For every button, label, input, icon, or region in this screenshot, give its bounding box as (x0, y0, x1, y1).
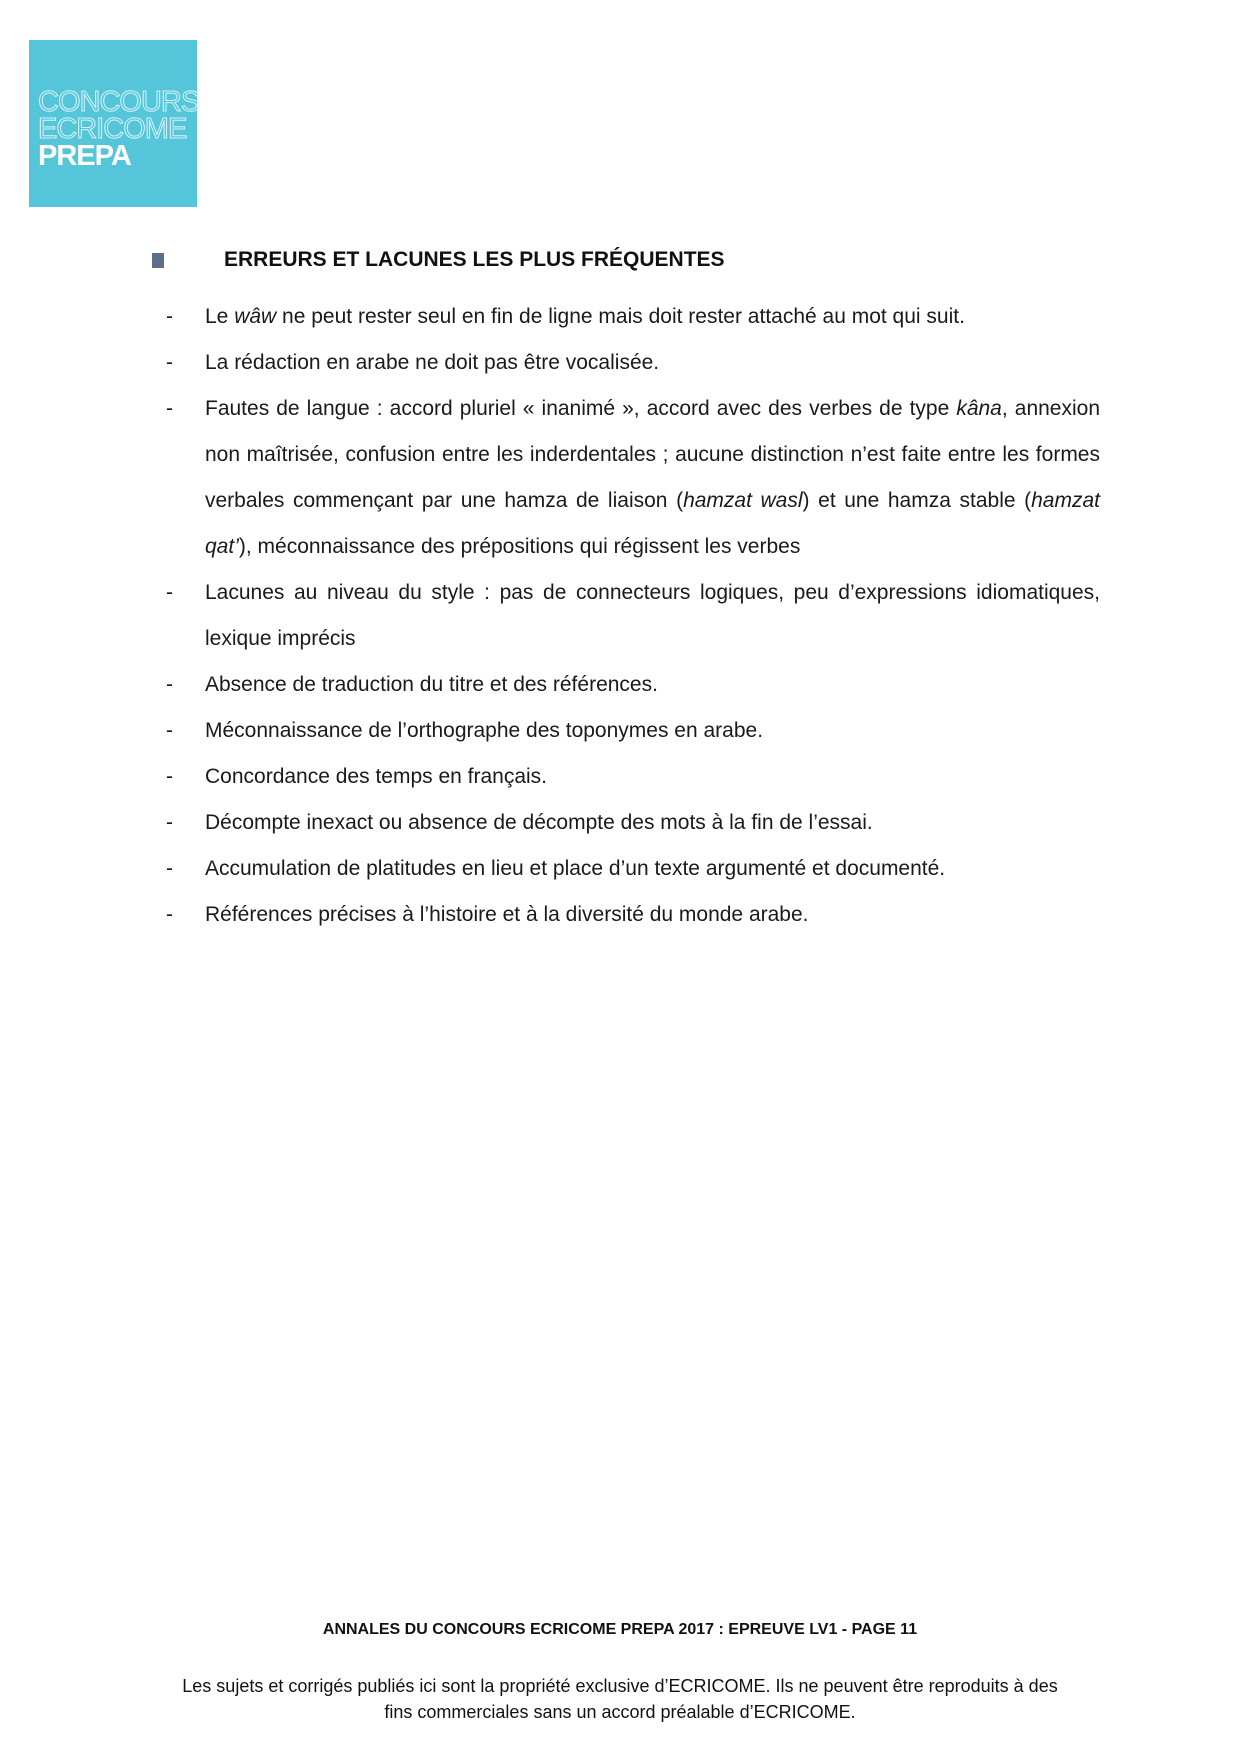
list-dash: - (166, 397, 173, 420)
list-item (166, 708, 1100, 754)
list-item (166, 340, 1100, 386)
list-item (166, 662, 1100, 708)
logo-line-prepa: PREPA (38, 140, 131, 172)
text-run: Accumulation de platitudes en lieu et place d’un texte argumenté et documenté. (205, 857, 946, 880)
text-run: Fautes de langue : accord pluriel « inanimé », accord avec des verbes de type (205, 397, 957, 420)
list-item-text (205, 570, 1100, 662)
logo-line-ecricome: ECRICOME (38, 113, 187, 145)
footer-legal-notice (150, 1673, 1090, 1725)
list-dash: - (166, 673, 173, 696)
list-item (166, 386, 1100, 570)
list-item-text (205, 754, 1100, 800)
text-run: Absence de traduction du titre et des références. (205, 673, 658, 696)
footer-legal-line-1: Les sujets et corrigés publiés ici sont la propriété exclusive d’ECRICOME. Ils ne peuvent être reproduits à des (182, 1676, 1058, 1696)
list-item (166, 800, 1100, 846)
text-run: Décompte inexact ou absence de décompte des mots à la fin de l’essai. (205, 811, 873, 834)
list-item-text (205, 340, 1100, 386)
list-item-text (205, 386, 1100, 570)
list-item-text (205, 294, 1100, 340)
text-run: Méconnaissance de l’orthographe des toponymes en arabe. (205, 719, 764, 742)
text-run: ne peut rester seul en fin de ligne mais doit rester attaché au mot qui suit. (276, 305, 965, 328)
list-dash: - (166, 903, 173, 926)
list-dash: - (166, 811, 173, 834)
section-title: ERREURS ET LACUNES LES PLUS FRÉQUENTES (224, 248, 725, 271)
text-run: , annexion non maîtrisée, confusion entre les inderdentales ; aucune distinction n’est faite entre les formes verbales commençant par une hamza de liaison ( (205, 397, 1100, 512)
list-item-text (205, 846, 1100, 892)
list-dash: - (166, 581, 173, 604)
list-dash: - (166, 305, 173, 328)
footer-legal-line-2: fins commerciales sans un accord préalable d’ECRICOME. (384, 1702, 856, 1722)
square-bullet-icon (152, 253, 164, 268)
list-dash: - (166, 719, 173, 742)
list-item-text (205, 892, 1100, 938)
list-item (166, 754, 1100, 800)
footer-reference: ANNALES DU CONCOURS ECRICOME PREPA 2017 : EPREUVE LV1 - PAGE 11 (322, 1621, 918, 1638)
text-run: Lacunes au niveau du style : pas de connecteurs logiques, peu d’expressions idiomatiques, lexique imprécis (205, 581, 1100, 650)
logo-line-concours: CONCOURS (38, 86, 200, 118)
italic-term: hamzat wasl (683, 489, 803, 512)
text-run: Le (205, 305, 235, 328)
list-item-text (205, 800, 1100, 846)
list-dash: - (166, 765, 173, 788)
section-heading (152, 248, 725, 272)
text-run: Références précises à l’histoire et à la diversité du monde arabe. (205, 903, 809, 926)
ecricome-logo (29, 40, 200, 207)
list-item-text (205, 708, 1100, 754)
list-item (166, 570, 1100, 662)
text-run: Concordance des temps en français. (205, 765, 548, 788)
list-dash: - (166, 351, 173, 374)
list-dash: - (166, 857, 173, 880)
text-run: ), méconnaissance des prépositions qui régissent les verbes (238, 535, 801, 558)
text-run: ) et une hamza stable ( (802, 489, 1032, 512)
list-item-text (205, 662, 1100, 708)
list-item (166, 892, 1100, 938)
list-item (166, 294, 1100, 340)
italic-term: hamzat qat’ (205, 489, 1100, 558)
errors-list (166, 294, 1100, 938)
italic-term: wâw (234, 305, 277, 328)
text-run: La rédaction en arabe ne doit pas être vocalisée. (205, 351, 660, 374)
italic-term: kâna (956, 397, 1002, 420)
list-item (166, 846, 1100, 892)
